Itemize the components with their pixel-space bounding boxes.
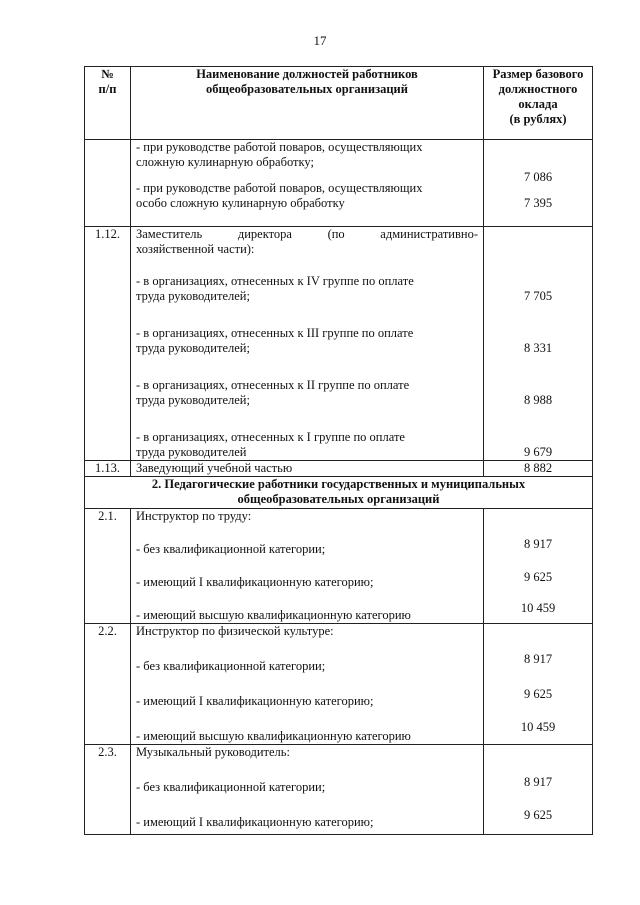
row-number: 2.3. — [85, 745, 131, 835]
table-row — [85, 745, 593, 835]
item-line: - в организациях, отнесенных к I группе по оплате — [136, 430, 405, 444]
item-title: Заместитель директора (по административно- — [136, 227, 478, 241]
table-row — [85, 624, 593, 745]
row-description: Заведующий учебной частью — [131, 461, 484, 477]
table-row — [85, 461, 593, 477]
item-line: особо сложную кулинарную обработку — [136, 196, 345, 210]
row-number: 2.1. — [85, 509, 131, 624]
item-line: - имеющий I квалификационную категорию; — [136, 694, 374, 708]
header-salary-line: Размер базового — [492, 67, 584, 81]
item-line: - в организациях, отнесенных к II группе по оплате — [136, 378, 410, 392]
item-line: - при руководстве работой поваров, осуществляющих — [136, 140, 423, 154]
item-line: - без квалификационной категории; — [136, 542, 326, 556]
header-salary-line: оклада — [518, 97, 558, 111]
item-title: Музыкальный руководитель: — [136, 745, 290, 759]
header-salary-line: должностного — [498, 82, 578, 96]
row-description — [131, 509, 484, 624]
header-number-line: п/п — [98, 82, 117, 96]
salary-value: 10 459 — [520, 601, 556, 615]
row-value — [484, 140, 593, 227]
item-line: сложную кулинарную обработку; — [136, 155, 314, 169]
salary-value: 8 331 — [523, 341, 553, 355]
salary-value: 8 917 — [523, 775, 553, 789]
row-number: 1.13. — [85, 461, 131, 477]
item-line: - имеющий I квалификационную категорию; — [136, 815, 374, 829]
row-description — [131, 624, 484, 745]
item-line: труда руководителей; — [136, 393, 250, 407]
header-number-line: № — [101, 67, 114, 81]
item-title: Инструктор по физической культуре: — [136, 624, 334, 638]
table-row — [85, 509, 593, 624]
header-salary-line: (в рублях) — [509, 112, 567, 126]
header-position-name — [131, 67, 484, 140]
header-name-line: Наименование должностей работников — [196, 67, 418, 81]
item-line: - в организациях, отнесенных к III группе по оплате — [136, 326, 414, 340]
salary-value: 9 625 — [523, 570, 553, 584]
item-line: - при руководстве работой поваров, осуществляющих — [136, 181, 423, 195]
salary-value: 7 395 — [523, 196, 553, 210]
salary-value: 8 882 — [484, 461, 593, 477]
section-heading-line: 2. Педагогические работники государственных и муниципальных — [151, 477, 526, 491]
salary-value: 10 459 — [520, 720, 556, 734]
row-value — [484, 509, 593, 624]
header-name-line: общеобразовательных организаций — [206, 82, 408, 96]
item-line: - имеющий I квалификационную категорию; — [136, 575, 374, 589]
row-number: 2.2. — [85, 624, 131, 745]
row-description — [131, 227, 484, 461]
item-line: труда руководителей — [136, 445, 247, 459]
item-title: Инструктор по труду: — [136, 509, 252, 523]
item-line: труда руководителей; — [136, 341, 250, 355]
item-title: хозяйственной части): — [136, 242, 255, 256]
item-line: - имеющий высшую квалификационную категорию — [136, 608, 411, 622]
salary-value: 7 705 — [523, 289, 553, 303]
salary-value: 9 625 — [523, 687, 553, 701]
item-line: - без квалификационной категории; — [136, 659, 326, 673]
item-line: - имеющий высшую квалификационную категорию — [136, 729, 411, 743]
header-number — [85, 67, 131, 140]
item-line: - без квалификационной категории; — [136, 780, 326, 794]
salary-value: 8 917 — [523, 537, 553, 551]
salary-value: 8 917 — [523, 652, 553, 666]
salary-value: 7 086 — [523, 170, 553, 184]
table-row — [85, 140, 593, 227]
row-number — [85, 140, 131, 227]
header-salary — [484, 67, 593, 140]
salary-table — [84, 66, 593, 835]
row-value — [484, 624, 593, 745]
salary-value: 9 679 — [523, 445, 553, 459]
row-value — [484, 227, 593, 461]
row-description — [131, 140, 484, 227]
salary-value: 8 988 — [523, 393, 553, 407]
table-header-row — [85, 67, 593, 140]
table-row — [85, 227, 593, 461]
row-description — [131, 745, 484, 835]
row-value — [484, 745, 593, 835]
item-line: - в организациях, отнесенных к IV группе по оплате — [136, 274, 414, 288]
item-line: труда руководителей; — [136, 289, 250, 303]
row-number: 1.12. — [85, 227, 131, 461]
section-heading-line: общеобразовательных организаций — [237, 492, 440, 506]
section-heading-row — [85, 477, 593, 509]
section-heading — [85, 477, 593, 509]
page-number: 17 — [313, 33, 327, 48]
salary-value: 9 625 — [523, 808, 553, 822]
